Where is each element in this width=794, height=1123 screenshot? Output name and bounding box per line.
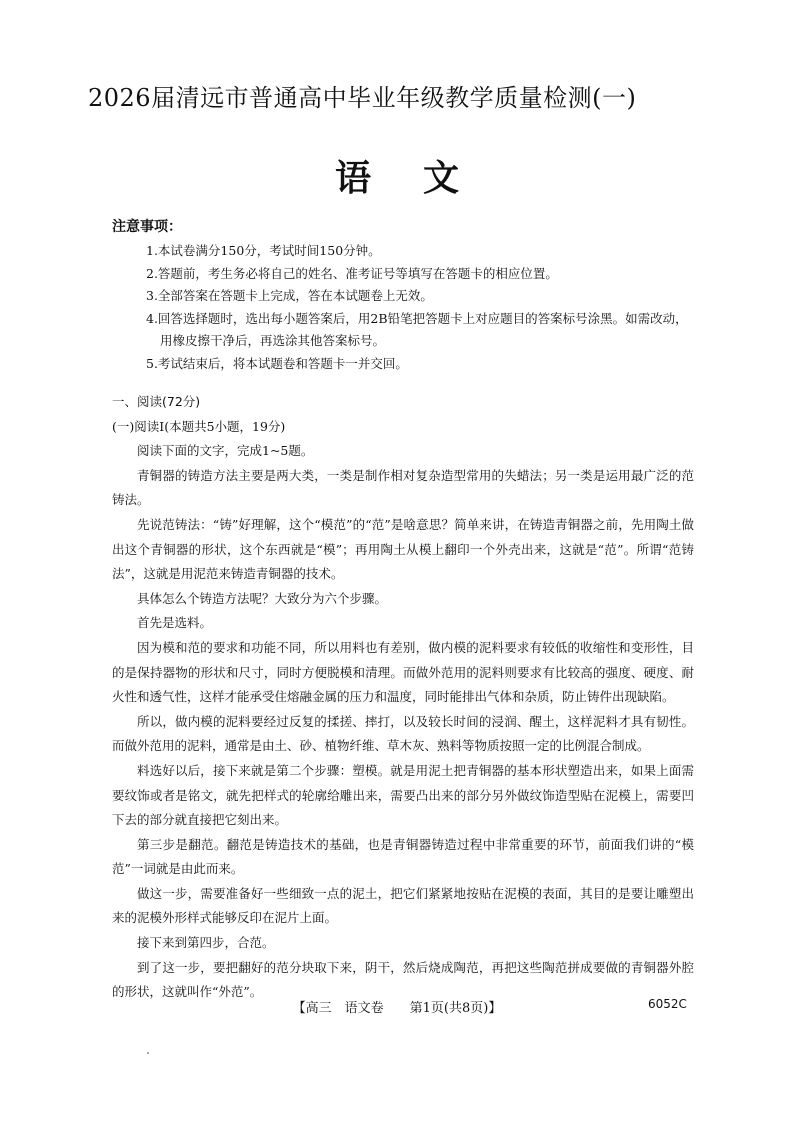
- notice-item: 4.回答选择题时，选出每小题答案后，用2B铅笔把答题卡上对应题目的答案标号涂黑。如需改动，用橡皮擦干净后，再选涂其他答案标号。: [146, 310, 688, 348]
- reading-section: [112, 390, 694, 1005]
- passage-paragraph: 先说范铸法：“铸”好理解，这个“模范”的“范”是啥意思？简单来讲，在铸造青铜器之前，先用陶土做出这个青铜器的形状，这个东西就是“模”；再用陶土从模上翻印一个外壳出来，这就是“范”。所谓“范铸法”，这就是用泥范来铸造青铜器的技术。: [112, 516, 694, 582]
- passage-paragraph: 因为模和范的要求和功能不同，所以用料也有差别，做内模的泥料要求有较低的收缩性和变形性，目的是保持器物的形状和尺寸，同时方便脱模和清理。而做外范用的泥料则要求有比较高的强度、硬度、耐火性和透气性，这样才能承受住熔融金属的压力和温度，同时能排出气体和杂质，防止铸件出现缺陷。: [112, 639, 694, 705]
- passage-paragraph: 接下来到第四步，合范。: [137, 935, 275, 951]
- notice-item: 3.全部答案在答题卡上完成，答在本试题卷上无效。: [146, 288, 433, 303]
- passage-paragraph: 第三步是翻范。翻范是铸造技术的基础，也是青铜器铸造过程中非常重要的环节，前面我们讲的“模范”一词就是由此而来。: [112, 836, 694, 877]
- notice-heading: 注意事项：: [112, 219, 182, 235]
- passage-paragraph: 首先是选料。: [137, 615, 213, 631]
- footer-page-info: 【高三 语文卷 第1页(共8页)】: [292, 1001, 502, 1016]
- scan-mark: [147, 1052, 149, 1054]
- passage-paragraph: 料选好以后，接下来就是第二个步骤：塑模。就是用泥土把青铜器的基本形状塑造出来，如果上面需要纹饰或者是铭文，就先把样式的轮廓给雕出来，需要凸出来的部分另外做纹饰造型贴在泥模上，需要凹下去的部分就直接把它刻出来。: [112, 762, 694, 828]
- section-instruction: 阅读下面的文字，完成1~5题。: [137, 443, 314, 459]
- notice-list: [146, 240, 696, 375]
- footer-code: 6052C: [648, 997, 687, 1011]
- passage-paragraph: 做这一步，需要准备好一些细致一点的泥土，把它们紧紧地按贴在泥模的表面，其目的是要让雕塑出来的泥模外形样式能够反印在泥片上面。: [112, 885, 694, 926]
- passage-paragraph: 到了这一步，要把翻好的范分块取下来，阴干，然后烧成陶范，再把这些陶范拼成要做的青铜器外腔的形状，这就叫作“外范”。: [112, 959, 694, 1000]
- section-title: 一、阅读(72分): [112, 394, 201, 409]
- subject-title: 语文: [334, 158, 511, 199]
- section-subtitle: (一)阅读Ⅰ(本题共5小题，19分): [112, 418, 286, 434]
- passage-paragraph: 具体怎么个铸造方法呢？大致分为六个步骤。: [137, 590, 388, 606]
- passage-paragraph: 所以，做内模的泥料要经过反复的揉搓、摔打，以及较长时间的浸润、醒土，这样泥料才具有韧性。而做外范用的泥料，通常是由土、砂、植物纤维、草木灰、熟料等物质按照一定的比例混合制成。: [112, 713, 694, 754]
- passage-paragraph: 青铜器的铸造方法主要是两大类，一类是制作相对复杂造型常用的失蜡法；另一类是运用最广泛的范铸法。: [112, 467, 694, 508]
- notice-item: 1.本试卷满分150分，考试时间150分钟。: [146, 243, 381, 258]
- notice-item: 2.答题前，考生务必将自己的姓名、准考证号等填写在答题卡的相应位置。: [146, 265, 558, 281]
- notice-item: 5.考试结束后，将本试题卷和答题卡一并交回。: [146, 355, 408, 371]
- exam-title: 2026届清远市普通高中毕业年级教学质量检测(一): [88, 84, 637, 112]
